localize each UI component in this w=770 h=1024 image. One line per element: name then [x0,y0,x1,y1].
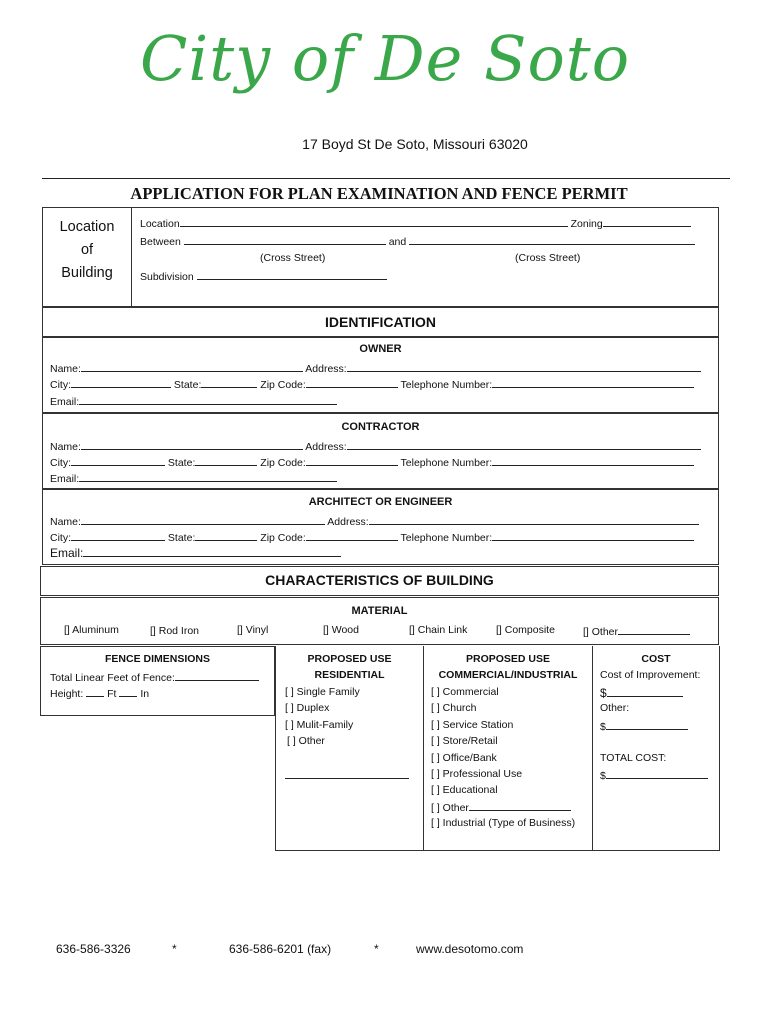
subdivision-line [140,269,387,283]
commercial-service-station[interactable]: [ ] Service Station [431,719,514,731]
commercial-industrial[interactable]: [ ] Industrial (Type of Business) [431,817,576,829]
material-wood[interactable]: [] Wood [323,624,359,636]
commercial-office-bank[interactable]: [ ] Office/Bank [431,752,497,764]
total-cost-label: TOTAL COST: [600,752,667,764]
architect-email-line: Email: [50,546,341,560]
owner-title: OWNER [359,343,402,355]
city-address: 17 Boyd St De Soto, Missouri 63020 [302,136,528,152]
material-composite[interactable]: [] Composite [496,624,555,636]
commercial-store-retail[interactable]: [ ] Store/Retail [431,735,498,747]
contractor-title: CONTRACTOR [341,421,420,433]
cost-other-line: $ [600,719,688,733]
location-of-building-label: Location of Building [59,219,115,281]
fence-dimensions-title: FENCE DIMENSIONS [104,653,210,665]
location-field-label: Location [140,218,180,230]
owner-state-field[interactable] [201,377,257,388]
owner-name-field[interactable] [81,361,303,372]
height-line: Height: Ft In [50,688,150,700]
footer-website[interactable]: www.desotomo.com [416,942,524,956]
commercial-title-1: PROPOSED USE [465,653,551,665]
linear-feet-line: Total Linear Feet of Fence: [50,670,259,684]
material-chain-link[interactable]: [] Chain Link [409,624,468,636]
zoning-field[interactable] [603,216,691,227]
cross-street-label-1: (Cross Street) [260,252,326,264]
footer-separator-1: * [172,942,177,956]
contractor-name-field[interactable] [81,439,303,450]
owner-zip-field[interactable] [306,377,398,388]
architect-address-field[interactable] [369,514,699,525]
subdivision-label: Subdivision [140,271,194,283]
contractor-address-field[interactable] [347,439,701,450]
contractor-city-line: City: State: Zip Code: Telephone Number: [50,455,694,469]
cost-improvement-label: Cost of Improvement: [600,669,701,681]
cost-title: COST [641,653,671,665]
form-title: APPLICATION FOR PLAN EXAMINATION AND FENCE PERMIT [130,184,628,203]
between-field-1[interactable] [184,234,386,245]
architect-city-field[interactable] [71,530,165,541]
owner-address-field[interactable] [347,361,701,372]
commercial-title-2: COMMERCIAL/INDUSTRIAL [438,669,578,681]
header-divider [42,178,730,179]
commercial-church[interactable]: [ ] Church [431,702,477,714]
material-rod-iron[interactable]: [] Rod Iron [150,625,200,637]
owner-email-line: Email: [50,394,337,408]
commercial-educational[interactable]: [ ] Educational [431,784,498,796]
commercial-other-field[interactable] [469,800,571,811]
residential-multi-family[interactable]: [ ] Mulit-Family [285,719,354,731]
material-aluminum[interactable]: [] Aluminum [64,624,119,636]
commercial-commercial[interactable]: [ ] Commercial [431,686,499,698]
contractor-city-field[interactable] [71,455,165,466]
residential-title-2: RESIDENTIAL [314,669,385,681]
owner-email-field[interactable] [79,394,337,405]
residential-other-field[interactable] [285,768,409,779]
location-divider [131,207,132,307]
zoning-label: Zoning [570,218,603,230]
footer-fax: 636-586-6201 (fax) [229,942,332,956]
residential-duplex[interactable]: [ ] Duplex [285,702,330,714]
cost-other-field[interactable] [606,719,688,730]
commercial-professional-use[interactable]: [ ] Professional Use [431,768,523,780]
architect-email-field[interactable] [83,546,341,557]
contractor-email-field[interactable] [79,471,337,482]
owner-name-line: Name: Address: [50,361,701,375]
linear-feet-field[interactable] [175,670,259,681]
footer-separator-2: * [374,942,379,956]
location-field[interactable] [180,216,568,227]
contractor-state-field[interactable] [195,455,257,466]
owner-city-field[interactable] [71,377,171,388]
between-label: Between [140,236,181,248]
residential-single-family[interactable]: [ ] Single Family [285,686,360,698]
characteristics-title: CHARACTERISTICS OF BUILDING [265,572,494,588]
contractor-email-line: Email: [50,471,337,485]
material-other-field[interactable] [618,624,690,635]
material-vinyl[interactable]: [] Vinyl [237,624,269,636]
contractor-zip-field[interactable] [306,455,398,466]
owner-phone-field[interactable] [492,377,694,388]
cost-left-border [592,646,593,850]
architect-phone-field[interactable] [492,530,694,541]
material-title: MATERIAL [351,605,408,617]
residential-title-1: PROPOSED USE [307,653,392,665]
between-line [140,234,695,248]
cost-right-border [719,646,720,850]
architect-name-field[interactable] [81,514,325,525]
total-cost-field[interactable] [606,768,708,779]
cost-other-label: Other: [600,702,630,714]
material-other[interactable]: [] Other [583,624,690,638]
between-field-2[interactable] [409,234,695,245]
architect-city-line: City: State: Zip Code: Telephone Number: [50,530,694,544]
architect-name-line: Name: Address: [50,514,699,528]
residential-other[interactable]: [ ] Other [287,735,325,747]
bottom-border [275,850,720,851]
cost-improvement-field[interactable] [607,686,683,697]
architect-zip-field[interactable] [306,530,398,541]
contractor-phone-field[interactable] [492,455,694,466]
city-logo: City of De Soto [139,22,631,95]
height-in-field[interactable] [119,686,137,697]
total-cost-line: $ [600,768,708,782]
cross-street-label-2: (Cross Street) [515,252,581,264]
contractor-name-line: Name: Address: [50,439,701,453]
architect-state-field[interactable] [195,530,257,541]
architect-title: ARCHITECT OR ENGINEER [308,496,453,508]
location-line [140,216,691,230]
cost-improvement-line: $ [600,686,683,700]
identification-title: IDENTIFICATION [325,314,436,330]
height-ft-field[interactable] [86,686,104,697]
footer-phone: 636-586-3326 [56,942,131,956]
owner-city-line: City: State: Zip Code: Telephone Number: [50,377,694,391]
commercial-other[interactable]: [ ] Other [431,800,571,814]
subdivision-field[interactable] [197,269,387,280]
and-label: and [388,236,407,248]
